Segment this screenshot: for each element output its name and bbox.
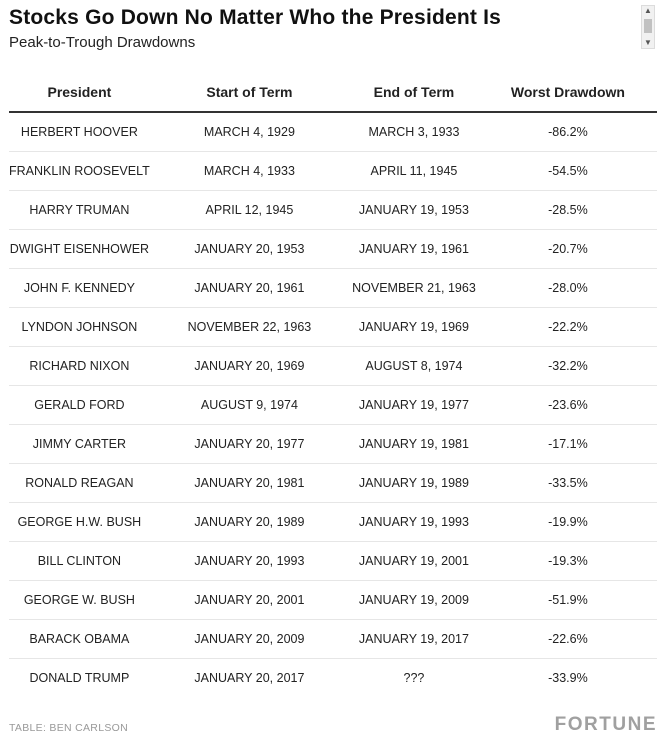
table-row xyxy=(9,191,657,230)
table-row xyxy=(9,269,657,308)
start-of-term-cell: JANUARY 20, 2001 xyxy=(150,581,349,620)
president-cell: HARRY TRUMAN xyxy=(9,191,150,230)
column-header-end-of-term: End of Term xyxy=(349,73,479,112)
end-of-term-cell: JANUARY 19, 2017 xyxy=(349,620,479,659)
end-of-term-cell: JANUARY 19, 1969 xyxy=(349,308,479,347)
president-cell: RONALD REAGAN xyxy=(9,464,150,503)
end-of-term-cell: AUGUST 8, 1974 xyxy=(349,347,479,386)
start-of-term-cell: JANUARY 20, 1961 xyxy=(150,269,349,308)
end-of-term-cell: JANUARY 19, 1961 xyxy=(349,230,479,269)
table-row xyxy=(9,152,657,191)
worst-drawdown-cell: -54.5% xyxy=(479,152,657,191)
table-row xyxy=(9,425,657,464)
end-of-term-cell: JANUARY 19, 1981 xyxy=(349,425,479,464)
president-cell: LYNDON JOHNSON xyxy=(9,308,150,347)
worst-drawdown-cell: -33.9% xyxy=(548,671,588,685)
end-of-term-cell: JANUARY 19, 2009 xyxy=(349,581,479,620)
table-row xyxy=(9,620,657,659)
table-row xyxy=(9,230,657,269)
column-header-president: President xyxy=(9,73,150,112)
chart-title: Stocks Go Down No Matter Who the President Is xyxy=(9,6,502,29)
start-of-term-cell: JANUARY 20, 2009 xyxy=(150,620,349,659)
worst-drawdown-cell: -28.5% xyxy=(479,191,657,230)
worst-drawdown-cell: -28.0% xyxy=(479,269,657,308)
end-of-term-cell: JANUARY 19, 1977 xyxy=(349,386,479,425)
end-of-term-cell: APRIL 11, 1945 xyxy=(349,152,479,191)
table-row xyxy=(9,112,657,152)
vertical-scrollbar[interactable] xyxy=(641,5,655,49)
president-cell: JIMMY CARTER xyxy=(9,425,150,464)
table-row xyxy=(9,347,657,386)
source-credit: TABLE: BEN CARLSON xyxy=(9,722,128,734)
table-row xyxy=(9,464,657,503)
column-header-start-of-term: Start of Term xyxy=(150,73,349,112)
worst-drawdown-cell: -17.1% xyxy=(479,425,657,464)
president-cell: HERBERT HOOVER xyxy=(9,112,150,152)
start-of-term-cell: APRIL 12, 1945 xyxy=(150,191,349,230)
chart-subtitle: Peak-to-Trough Drawdowns xyxy=(9,34,196,51)
president-cell: RICHARD NIXON xyxy=(9,347,150,386)
president-cell: DWIGHT EISENHOWER xyxy=(9,230,150,269)
start-of-term-cell: NOVEMBER 22, 1963 xyxy=(150,308,349,347)
worst-drawdown-cell: -86.2% xyxy=(479,112,657,152)
scrollbar-thumb[interactable] xyxy=(644,19,652,33)
table-row xyxy=(9,386,657,425)
end-of-term-cell: ??? xyxy=(403,671,425,685)
president-cell: JOHN F. KENNEDY xyxy=(9,269,150,308)
start-of-term-cell: JANUARY 20, 1969 xyxy=(150,347,349,386)
worst-drawdown-cell: -23.6% xyxy=(479,386,657,425)
end-of-term-cell: JANUARY 19, 1989 xyxy=(349,464,479,503)
president-cell: GEORGE H.W. BUSH xyxy=(9,503,150,542)
start-of-term-cell: MARCH 4, 1933 xyxy=(150,152,349,191)
worst-drawdown-cell: -51.9% xyxy=(479,581,657,620)
start-of-term-cell: JANUARY 20, 1993 xyxy=(150,542,349,581)
table-row xyxy=(9,581,657,620)
worst-drawdown-cell: -32.2% xyxy=(479,347,657,386)
column-header-worst-drawdown: Worst Drawdown xyxy=(479,73,657,112)
worst-drawdown-cell: -22.2% xyxy=(479,308,657,347)
worst-drawdown-cell: -19.3% xyxy=(479,542,657,581)
table-row xyxy=(9,542,657,581)
drawdown-table xyxy=(9,73,657,697)
start-of-term-cell: JANUARY 20, 1989 xyxy=(150,503,349,542)
president-cell: FRANKLIN ROOSEVELT xyxy=(9,152,150,191)
president-cell: GERALD FORD xyxy=(9,386,150,425)
worst-drawdown-cell: -33.5% xyxy=(479,464,657,503)
start-of-term-cell: JANUARY 20, 1953 xyxy=(150,230,349,269)
brand-logo: FORTUNE xyxy=(554,714,657,735)
end-of-term-cell: JANUARY 19, 1993 xyxy=(349,503,479,542)
president-cell: GEORGE W. BUSH xyxy=(9,581,150,620)
start-of-term-cell: JANUARY 20, 2017 xyxy=(194,671,305,685)
president-cell: BILL CLINTON xyxy=(9,542,150,581)
worst-drawdown-cell: -20.7% xyxy=(479,230,657,269)
worst-drawdown-cell: -22.6% xyxy=(479,620,657,659)
table-row xyxy=(9,503,657,542)
table-header-row xyxy=(9,73,657,112)
table-row xyxy=(9,659,657,698)
table-body xyxy=(9,112,657,697)
table-row xyxy=(9,308,657,347)
start-of-term-cell: AUGUST 9, 1974 xyxy=(150,386,349,425)
president-cell: BARACK OBAMA xyxy=(9,620,150,659)
start-of-term-cell: JANUARY 20, 1981 xyxy=(150,464,349,503)
worst-drawdown-cell: -19.9% xyxy=(479,503,657,542)
start-of-term-cell: JANUARY 20, 1977 xyxy=(150,425,349,464)
end-of-term-cell: MARCH 3, 1933 xyxy=(349,112,479,152)
chevron-up-icon[interactable]: ▲ xyxy=(644,6,652,15)
chevron-down-icon[interactable]: ▼ xyxy=(644,38,652,47)
start-of-term-cell: MARCH 4, 1929 xyxy=(150,112,349,152)
end-of-term-cell: JANUARY 19, 2001 xyxy=(349,542,479,581)
end-of-term-cell: NOVEMBER 21, 1963 xyxy=(349,269,479,308)
end-of-term-cell: JANUARY 19, 1953 xyxy=(349,191,479,230)
president-cell: DONALD TRUMP xyxy=(29,671,130,685)
